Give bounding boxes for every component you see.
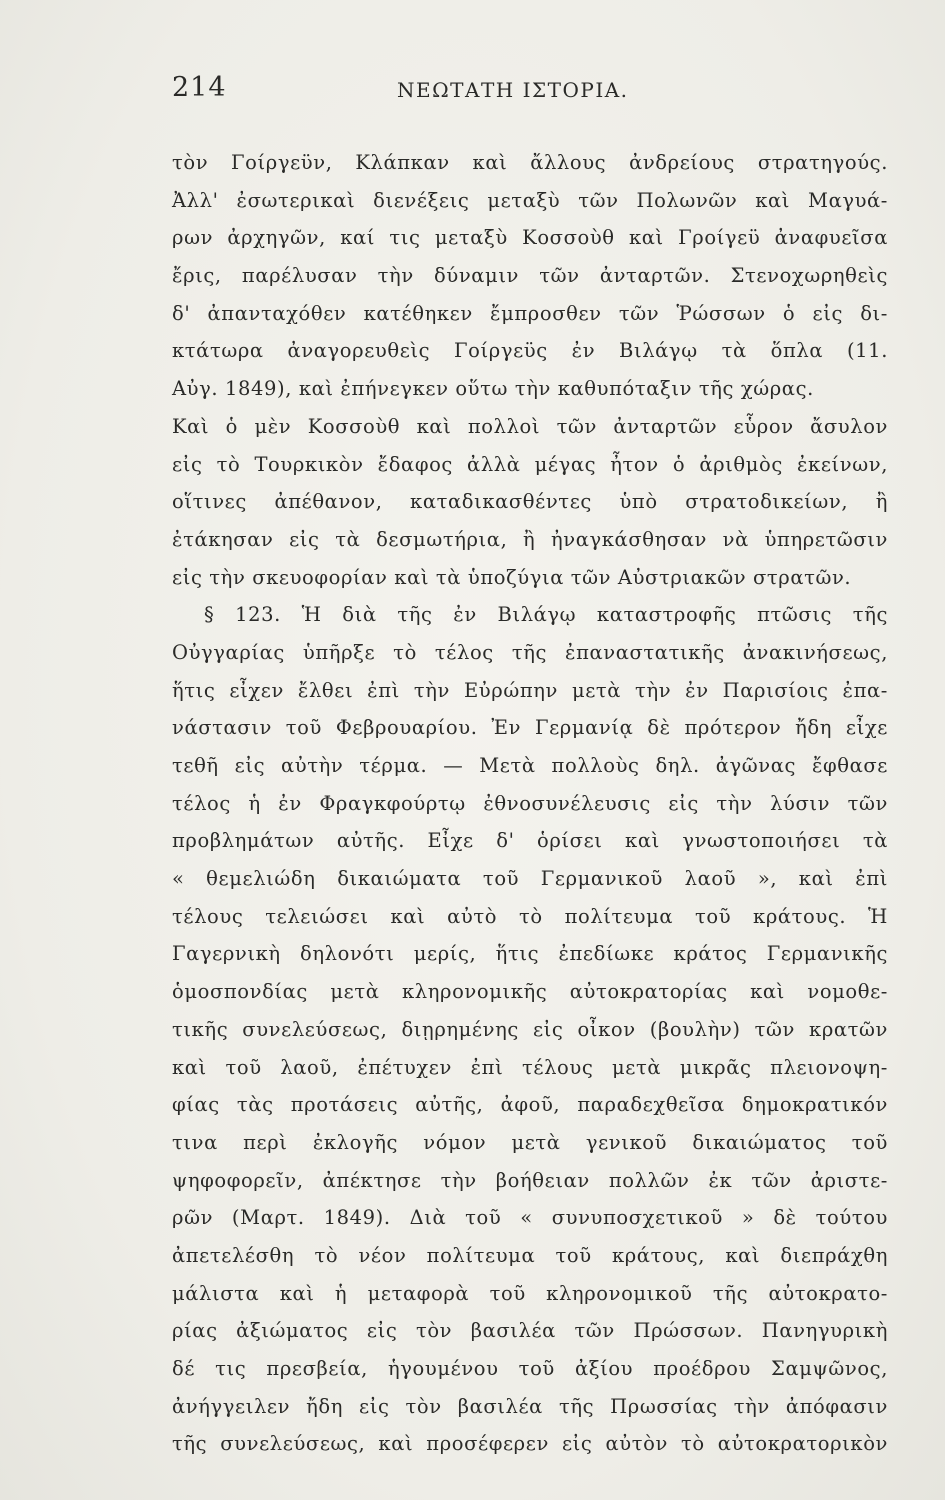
page-header (172, 72, 892, 112)
text-line: Γαγερνικὴ δηλονότι μερίς, ἥτις ἐπεδίωκε κράτος Γερμανικῆς (172, 942, 888, 966)
text-line: ἀπετελέσθη τὸ νέον πολίτευμα τοῦ κράτους, καὶ διεπράχθη (172, 1243, 888, 1267)
text-line: τὸν Γοίργεϋν, Κλάπκαν καὶ ἄλλους ἀνδρείους στρατηγούς. (172, 151, 888, 174)
text-line: ρων ἀρχηγῶν, καί τις μεταξὺ Κοσσοὺθ καὶ Γροίγεϋ ἀναφυεῖσα (172, 226, 888, 250)
text-line: Αὐγ. 1849), καὶ ἐπήνεγκεν οὕτω τὴν καθυπόταξιν τῆς χώρας. (172, 377, 814, 401)
text-line: Οὐγγαρίας ὑπῆρξε τὸ τέλος τῆς ἐπαναστατικῆς ἀνακινήσεως, (172, 640, 888, 664)
text-line: εἰς τὸ Τουρκικὸν ἔδαφος ἀλλὰ μέγας ἦτον ὁ ἀριθμὸς ἐκείνων, (172, 452, 888, 476)
text-line: τέλους τελειώσει καὶ αὐτὸ τὸ πολίτευμα τοῦ κράτους. Ἡ (172, 904, 888, 928)
text-line: ὁμοσπονδίας μετὰ κληρονομικῆς αὐτοκρατορίας καὶ νομοθε- (172, 980, 888, 1004)
text-line: ἔρις, παρέλυσαν τὴν δύναμιν τῶν ἀνταρτῶν. Στενοχωρηθεὶς (172, 264, 888, 288)
text-line: ψηφοφορεῖν, ἀπέκτησε τὴν βοήθειαν πολλῶν ἐκ τῶν ἀριστε- (172, 1168, 888, 1192)
text-line: ρῶν (Μαρτ. 1849). Διὰ τοῦ « συνυποσχετικοῦ » δὲ τούτου (172, 1206, 888, 1230)
section-heading-line: § 123. Ἡ διὰ τῆς ἐν Βιλάγῳ καταστροφῆς πτῶσις τῆς (204, 603, 888, 627)
text-line: τῆς συνελεύσεως, καὶ προσέφερεν εἰς αὐτὸν τὸ αὐτοκρατορικὸν (172, 1432, 888, 1456)
text-line: ἐτάκησαν εἰς τὰ δεσμωτήρια, ἢ ἠναγκάσθησαν νὰ ὑπηρετῶσιν (172, 527, 888, 551)
text-line: ρίας ἀξιώματος εἰς τὸν βασιλέα τῶν Πρώσσων. Πανηγυρικὴ (172, 1319, 888, 1343)
text-line: ἀνήγγειλεν ἤδη εἰς τὸν βασιλέα τῆς Πρωσσίας τὴν ἀπόφασιν (172, 1394, 888, 1418)
text-line: Καὶ ὁ μὲν Κοσσοὺθ καὶ πολλοὶ τῶν ἀνταρτῶν εὗρον ἄσυλον (172, 414, 888, 438)
body-text (172, 144, 888, 1463)
text-line: Ἀλλ' ἐσωτερικαὶ διενέξεις μεταξὺ τῶν Πολωνῶν καὶ Μαγυά- (172, 188, 888, 212)
text-line: τικῆς συνελεύσεως, διῃρημένης εἰς οἶκον (βουλὴν) τῶν κρατῶν (172, 1017, 888, 1041)
page-number: 214 (172, 72, 227, 103)
text-line: οἵτινες ἀπέθανον, καταδικασθέντες ὑπὸ στρατοδικείων, ἢ (172, 490, 888, 514)
text-line: προβλημάτων αὐτῆς. Εἶχε δ' ὁρίσει καὶ γνωστοποιήσει τὰ (172, 829, 888, 853)
text-line: μάλιστα καὶ ἡ μεταφορὰ τοῦ κληρονομικοῦ τῆς αὐτοκρατο- (172, 1281, 888, 1305)
text-line: φίας τὰς προτάσεις αὐτῆς, ἀφοῦ, παραδεχθεῖσα δημοκρατικόν (172, 1093, 888, 1117)
text-line: τινα περὶ ἐκλογῆς νόμον μετὰ γενικοῦ δικαιώματος τοῦ (172, 1130, 888, 1154)
text-line: τέλος ἡ ἐν Φραγκφούρτῳ ἐθνοσυνέλευσις εἰς τὴν λύσιν τῶν (172, 791, 888, 815)
text-line: καὶ τοῦ λαοῦ, ἐπέτυχεν ἐπὶ τέλους μετὰ μικρᾶς πλειονοψη- (172, 1055, 888, 1079)
text-line: δ' ἀπανταχόθεν κατέθηκεν ἔμπροσθεν τῶν Ῥώσσων ὁ εἰς δι- (172, 301, 888, 325)
running-title: ΝΕΩΤΑΤΗ ΙΣΤΟΡΙΑ. (397, 78, 629, 102)
text-line: κτάτωρα ἀναγορευθεὶς Γοίργεϋς ἐν Βιλάγῳ τὰ ὅπλα (11. (172, 339, 888, 363)
text-line: νάστασιν τοῦ Φεβρουαρίου. Ἐν Γερμανίᾳ δὲ πρότερον ἤδη εἶχε (172, 716, 888, 740)
text-line: εἰς τὴν σκευοφορίαν καὶ τὰ ὑποζύγια τῶν Αὐστριακῶν στρατῶν. (172, 565, 852, 589)
text-line: ἥτις εἶχεν ἔλθει ἐπὶ τὴν Εὐρώπην μετὰ τὴν ἐν Παρισίοις ἐπα- (172, 678, 888, 702)
text-line: τεθῆ εἰς αὐτὴν τέρμα. — Μετὰ πολλοὺς δηλ. ἀγῶνας ἔφθασε (172, 754, 888, 777)
text-line: « θεμελιώδη δικαιώματα τοῦ Γερμανικοῦ λαοῦ », καὶ ἐπὶ (172, 867, 888, 891)
text-line: δέ τις πρεσβεία, ἡγουμένου τοῦ ἀξίου προέδρου Σαμψῶνος, (172, 1357, 888, 1380)
